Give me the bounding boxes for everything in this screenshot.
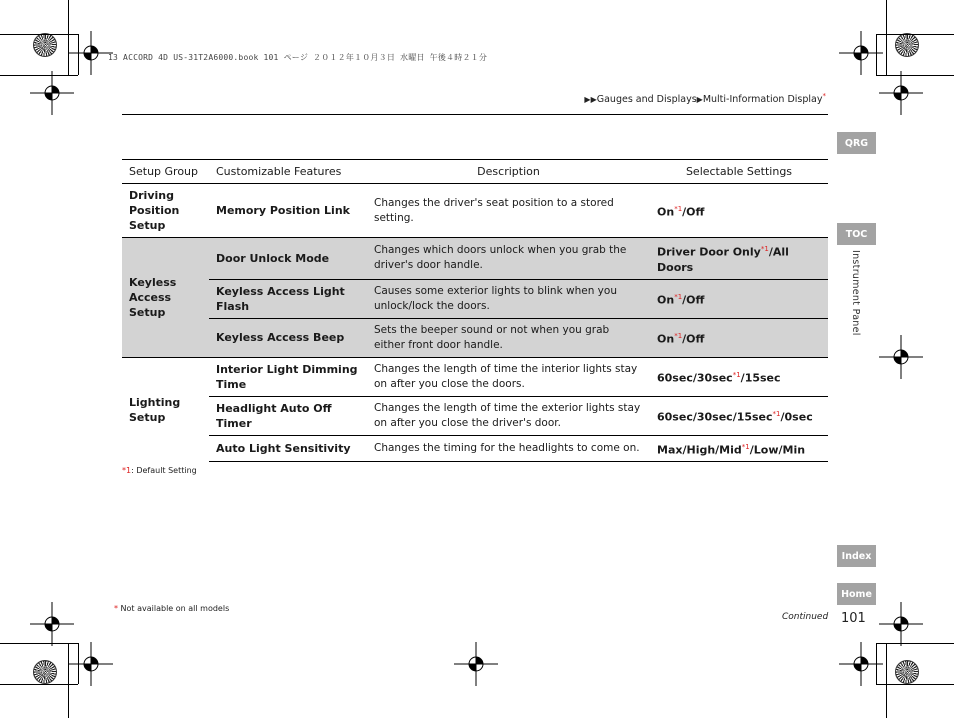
setting-option-text: /Off xyxy=(682,205,705,219)
crop-mark-line xyxy=(876,643,877,684)
feature-cell: Door Unlock Mode xyxy=(209,238,367,280)
crop-mark-line xyxy=(876,34,954,35)
crop-mark-line xyxy=(0,34,78,35)
default-setting-marker: *1 xyxy=(674,292,683,301)
toc-button[interactable]: TOC xyxy=(837,223,876,245)
default-setting-marker: *1 xyxy=(674,331,683,340)
crop-mark-line xyxy=(78,34,79,75)
registration-target-icon xyxy=(895,33,919,57)
setting-option-text: Driver Door Only xyxy=(657,245,761,259)
crop-mark-line xyxy=(78,643,79,684)
header-customizable-features: Customizable Features xyxy=(209,160,367,184)
description-cell: Causes some exterior lights to blink when you unlock/lock the doors. xyxy=(367,279,650,318)
settings-cell xyxy=(650,279,828,318)
settings-cell xyxy=(650,318,828,357)
section-tab-label: Instrument Panel xyxy=(850,250,861,336)
registration-crosshair-icon xyxy=(879,71,923,115)
registration-crosshair-icon xyxy=(30,602,74,646)
breadcrumb-arrows-icon: ▶▶ xyxy=(584,95,597,105)
qrg-button[interactable]: QRG xyxy=(837,132,876,154)
header-setup-group: Setup Group xyxy=(122,160,209,184)
default-setting-footnote xyxy=(122,466,197,475)
setting-option-text: /0sec xyxy=(780,410,813,424)
setting-option-text: /Off xyxy=(682,293,705,307)
breadcrumb-asterisk: * xyxy=(822,92,826,100)
page-number: 101 xyxy=(841,611,866,626)
default-setting-marker: *1 xyxy=(732,370,741,379)
crop-mark-line xyxy=(886,0,887,75)
registration-crosshair-icon xyxy=(879,602,923,646)
setup-group-cell: Keyless Access Setup xyxy=(122,238,209,358)
crop-mark-line xyxy=(876,643,954,644)
description-cell: Changes the length of time the interior lights stay on after you close the doors. xyxy=(367,357,650,396)
not-available-text: Not available on all models xyxy=(118,604,230,613)
registration-crosshair-icon xyxy=(454,642,498,686)
setting-option-text: /All Doors xyxy=(657,245,789,274)
crop-mark-line xyxy=(68,643,69,718)
settings-cell xyxy=(650,396,828,435)
crop-mark-line xyxy=(886,643,887,718)
table-row xyxy=(122,238,828,280)
registration-crosshair-icon xyxy=(69,31,113,75)
table-row xyxy=(122,396,828,435)
crop-mark-line xyxy=(876,684,954,685)
setting-option-text: 60sec/30sec xyxy=(657,371,733,385)
feature-cell: Interior Light Dimming Time xyxy=(209,357,367,396)
description-cell: Sets the beeper sound or not when you grab either front door handle. xyxy=(367,318,650,357)
registration-crosshair-icon xyxy=(879,335,923,379)
setting-option-text: On xyxy=(657,205,675,219)
setting-option-text: /Low/Min xyxy=(749,443,806,457)
setting-option-text: Max/High/Mid xyxy=(657,443,742,457)
default-setting-marker: *1 xyxy=(674,204,683,213)
table-header-row xyxy=(122,160,828,184)
footnote-text: : Default Setting xyxy=(131,466,197,475)
header-rule xyxy=(122,114,828,115)
feature-cell: Keyless Access Beep xyxy=(209,318,367,357)
registration-crosshair-icon xyxy=(30,71,74,115)
setting-option-text: /15sec xyxy=(740,371,781,385)
feature-cell: Auto Light Sensitivity xyxy=(209,435,367,462)
feature-cell: Memory Position Link xyxy=(216,204,350,217)
default-setting-marker: *1 xyxy=(772,409,781,418)
header-description: Description xyxy=(367,160,650,184)
table-row xyxy=(122,184,828,238)
not-available-note xyxy=(114,604,229,613)
crop-mark-line xyxy=(68,0,69,75)
setting-option-text: /Off xyxy=(682,332,705,346)
table-row xyxy=(122,279,828,318)
print-header-line: 13 ACCORD 4D US-31T2A6000.book 101 ページ ２０１２年１０月３日 水曜日 午後４時２１分 xyxy=(108,53,488,62)
description-cell: Changes the timing for the headlights to come on. xyxy=(367,435,650,462)
settings-cell xyxy=(650,184,828,238)
settings-cell xyxy=(650,238,828,280)
asterisk-marker: * xyxy=(114,604,118,613)
setup-group-cell: Driving Position Setup xyxy=(129,189,180,232)
customizable-features-table xyxy=(122,159,828,462)
setup-group-cell: Lighting Setup xyxy=(122,357,209,462)
registration-crosshair-icon xyxy=(69,642,113,686)
setting-option-text: On xyxy=(657,293,675,307)
footnote-marker: *1 xyxy=(122,466,132,475)
crop-mark-line xyxy=(0,684,78,685)
settings-cell xyxy=(650,435,828,462)
registration-target-icon xyxy=(33,660,57,684)
default-setting-marker: *1 xyxy=(760,245,769,253)
crop-mark-line xyxy=(0,643,78,644)
description-cell: Changes the length of time the exterior lights stay on after you close the driver's door. xyxy=(367,396,650,435)
default-setting-marker: *1 xyxy=(741,442,750,451)
breadcrumb-gauges-link[interactable]: Gauges and Displays xyxy=(596,94,697,106)
crop-mark-line xyxy=(876,75,954,76)
settings-cell xyxy=(650,357,828,396)
description-cell: Changes the driver's seat position to a stored setting. xyxy=(374,196,614,224)
description-cell: Changes which doors unlock when you grab the driver's door handle. xyxy=(367,238,650,280)
header-selectable-settings: Selectable Settings xyxy=(650,160,828,184)
table-row xyxy=(122,435,828,462)
continued-label: Continued xyxy=(782,612,829,622)
breadcrumb-arrow-icon: ▶ xyxy=(696,95,703,105)
table-row xyxy=(122,357,828,396)
breadcrumb-mid-link[interactable]: Multi-Information Display xyxy=(702,94,823,106)
feature-cell: Keyless Access Light Flash xyxy=(209,279,367,318)
crop-mark-line xyxy=(876,34,877,75)
home-button[interactable]: Home xyxy=(837,583,876,605)
table-row xyxy=(122,318,828,357)
index-button[interactable]: Index xyxy=(837,545,876,567)
setting-option-text: 60sec/30sec/15sec xyxy=(657,410,773,424)
registration-target-icon xyxy=(33,33,57,57)
crop-mark-line xyxy=(0,75,78,76)
feature-cell: Headlight Auto Off Timer xyxy=(209,396,367,435)
setting-option-text: On xyxy=(657,332,675,346)
registration-target-icon xyxy=(895,660,919,684)
breadcrumb xyxy=(584,92,826,105)
